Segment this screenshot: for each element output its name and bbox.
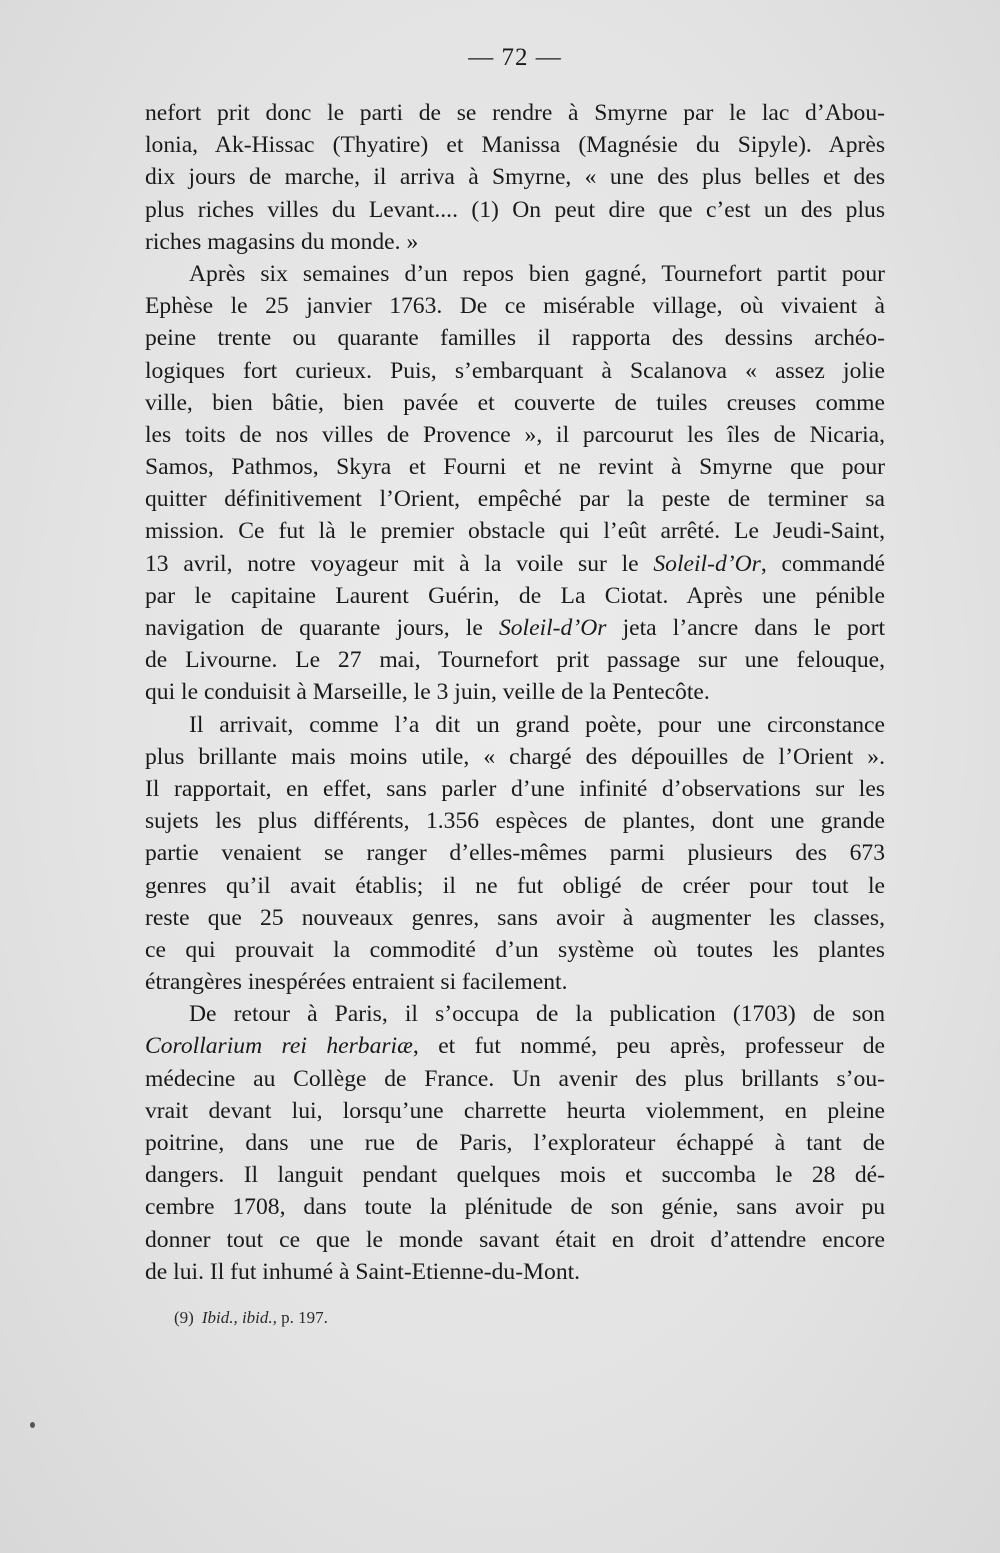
text-line: étrangères inespérées entraient si facilement. [145,969,568,996]
text-line: médecine au Collège de France. Un avenir des plus brillants s’ou- [145,1065,885,1092]
page-number: — 72 — [468,44,562,71]
text-line: Il arrivait, comme l’a dit un grand poète, pour une circonstance [189,711,885,738]
text-line: ce qui prouvait la commodité d’un système où toutes les plantes [145,936,885,963]
text-line: dangers. Il languit pendant quelques mois et succomba le 28 dé- [145,1162,885,1189]
text-line: lonia, Ak-Hissac (Thyatire) et Manissa (Magnésie du Sipyle). Après [145,132,885,159]
text-line: les toits de nos villes de Provence », il parcourut les îles de Nicaria, [145,421,885,448]
text-line: Après six semaines d’un repos bien gagné, Tournefort partit pour [189,260,885,287]
text-line: partie venaient se ranger d’elles-mêmes parmi plusieurs des 673 [145,840,885,867]
text-line: plus brillante mais moins utile, « chargé des dépouilles de l’Orient ». [145,743,885,770]
paragraph-4 [145,998,885,1288]
text-line: riches magasins du monde. » [145,228,419,255]
text-line: Corollarium rei herbariæ, et fut nommé, peu après, professeur de [145,1033,886,1060]
text-line: cembre 1708, dans toute la plénitude de son génie, sans avoir pu [145,1194,885,1221]
footnote-text: p. 197. [276,1308,328,1327]
text-line: qui le conduisit à Marseille, le 3 juin, veille de la Pentecôte. [145,679,710,706]
text-line: peine trente ou quarante familles il rapporta des dessins archéo- [145,325,885,352]
text-line: navigation de quarante jours, le Soleil-d’Or jeta l’ancre dans le port [145,615,885,641]
paragraph-3 [145,709,885,999]
text-line: poitrine, dans une rue de Paris, l’explorateur échappé à tant de [145,1130,885,1156]
footnote [174,1308,328,1328]
text-line: nefort prit donc le parti de se rendre à Smyrne par le lac d’Abou- [145,100,885,126]
body-text [145,97,885,1288]
text-line: quitter définitivement l’Orient, empêché par la peste de terminer sa [145,486,885,513]
text-line: de lui. Il fut inhumé à Saint-Etienne-du-Mont. [145,1258,581,1285]
text-line: sujets les plus différents, 1.356 espèces de plantes, dont une grande [145,808,885,835]
text-line: plus riches villes du Levant.... (1) On peut dire que c’est un des plus [145,196,885,223]
footnote-number: (9) [174,1308,194,1327]
paragraph-1 [145,97,885,258]
paper-speck [30,1422,35,1428]
text-line: Samos, Pathmos, Skyra et Fourni et ne revint à Smyrne que pour [145,454,885,481]
text-line: donner tout ce que le monde savant était en droit d’attendre encore [145,1226,885,1253]
text-line: 13 avril, notre voyageur mit à la voile sur le Soleil-d’Or, commandé [145,550,885,577]
text-line: ville, bien bâtie, bien pavée et couverte de tuiles creuses comme [145,389,885,416]
text-line: Ephèse le 25 janvier 1763. De ce misérable village, où vivaient à [145,293,885,320]
paragraph-2 [145,258,885,709]
text-line: genres qu’il avait établis; il ne fut obligé de créer pour tout le [145,872,885,899]
text-line: mission. Ce fut là le premier obstacle qui l’eût arrêté. Le Jeudi-Saint, [145,518,885,545]
text-line: par le capitaine Laurent Guérin, de La Ciotat. Après une pénible [145,582,885,609]
footnote-italic-text: Ibid., ibid., [201,1308,277,1327]
text-line: reste que 25 nouveaux genres, sans avoir à augmenter les classes, [145,904,885,931]
text-line: dix jours de marche, il arriva à Smyrne, « une des plus belles et des [145,164,885,191]
text-line: de Livourne. Le 27 mai, Tournefort prit passage sur une felouque, [145,647,885,674]
text-line: vrait devant lui, lorsqu’une charrette heurta violemment, en pleine [145,1097,885,1124]
text-line: De retour à Paris, il s’occupa de la publication (1703) de son [189,1001,885,1028]
text-line: Il rapportait, en effet, sans parler d’une infinité d’observations sur les [145,775,885,802]
text-line: logiques fort curieux. Puis, s’embarquant à Scalanova « assez jolie [145,357,885,384]
